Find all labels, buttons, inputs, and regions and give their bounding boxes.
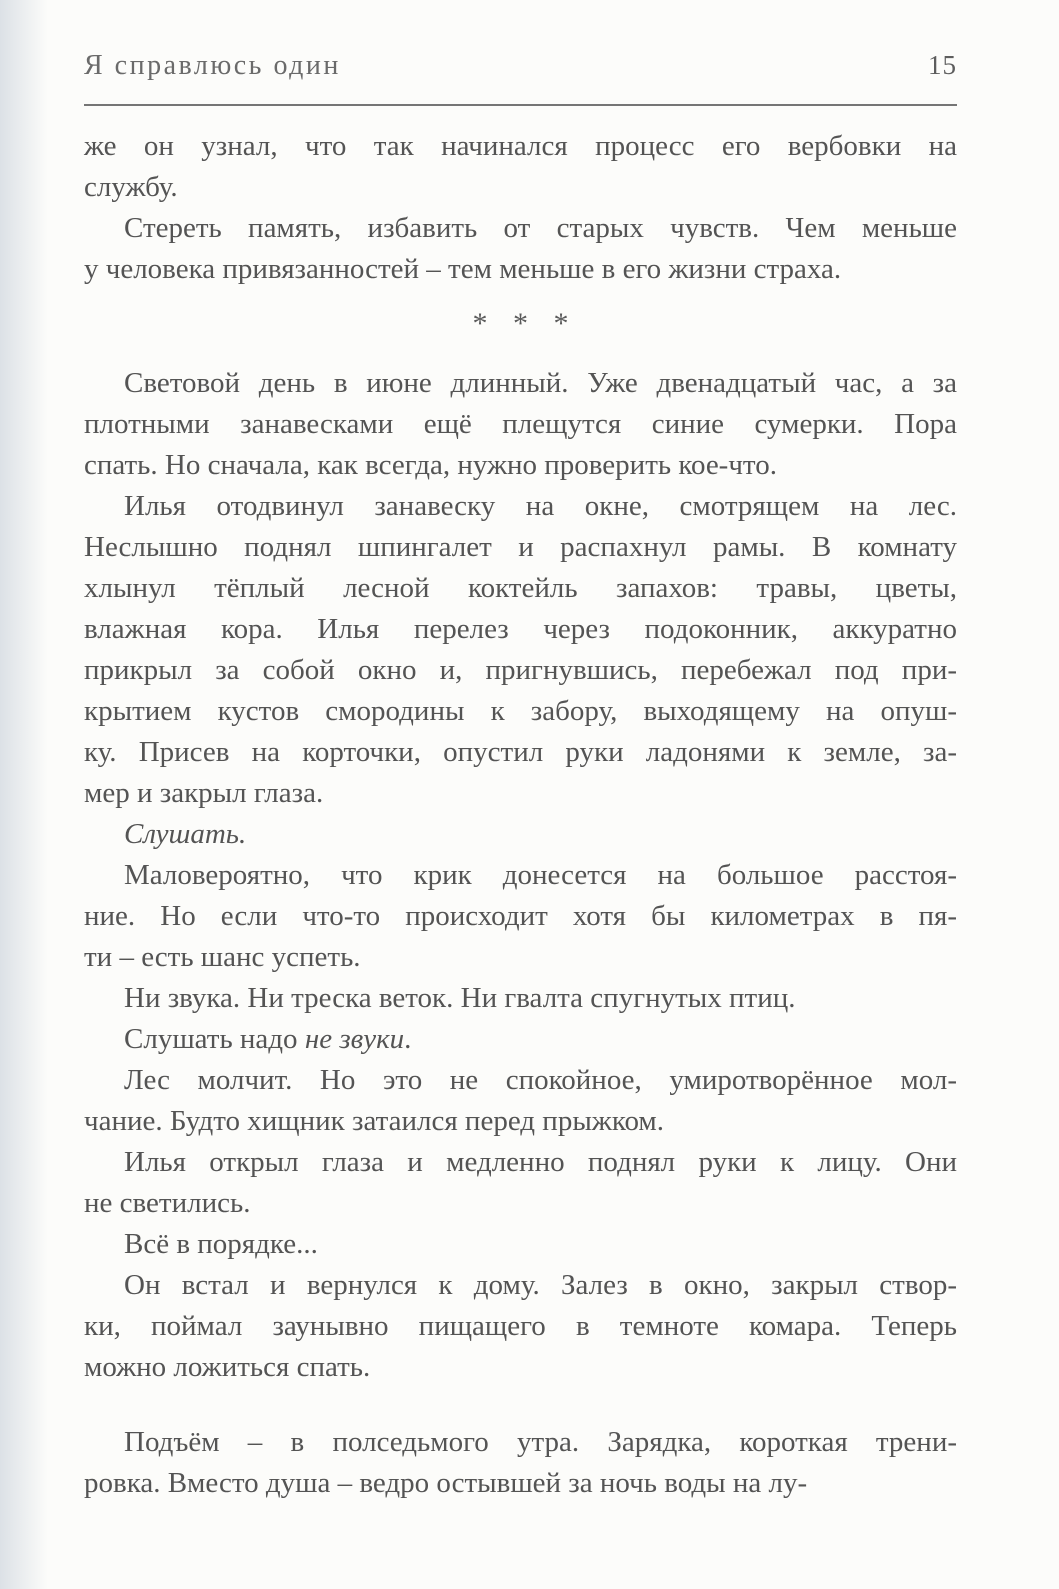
- paragraph: [84, 208, 957, 290]
- text-segment: Стереть память, избавить от старых чувств. Чем меньше: [124, 212, 957, 244]
- text-line: [84, 691, 957, 732]
- italic-text: Слушать.: [124, 818, 247, 850]
- text-line: [84, 568, 957, 609]
- paragraph: [84, 486, 957, 814]
- text-line: [84, 1101, 957, 1142]
- text-line: [84, 855, 957, 896]
- text-line: [84, 896, 957, 937]
- text-segment: ку. Присев на корточки, опустил руки ладонями к земле, за-: [84, 736, 957, 768]
- text-segment: Лес молчит. Но это не спокойное, умиротворённое мол-: [124, 1064, 957, 1096]
- text-segment: плотными занавесками ещё плещутся синие сумерки. Пора: [84, 408, 957, 440]
- text-line: [84, 404, 957, 445]
- text-segment: хлынул тёплый лесной коктейль запахов: травы, цветы,: [84, 572, 957, 604]
- text-segment: .: [404, 1023, 412, 1055]
- text-line: [84, 1347, 957, 1388]
- header-rule: [84, 104, 957, 106]
- page-header: [84, 50, 957, 82]
- text-segment: влажная кора. Илья перелез через подоконник, аккуратно: [84, 613, 957, 645]
- text-segment: Неслышно поднял шпингалет и распахнул рамы. В комнату: [84, 531, 957, 563]
- text-segment: у человека привязанностей – тем меньше в его жизни страха.: [84, 253, 842, 285]
- text-segment: службу.: [84, 171, 178, 203]
- paragraph: [84, 1422, 957, 1504]
- text-line: [84, 1060, 957, 1101]
- text-segment: ки, поймал заунывно пищащего в темноте комара. Теперь: [84, 1310, 957, 1342]
- text-segment: Слушать надо: [124, 1023, 305, 1055]
- paragraph: [84, 363, 957, 486]
- text-segment: ние. Но если что-то происходит хотя бы километрах в пя-: [84, 900, 957, 932]
- section-separator: * * *: [472, 307, 569, 340]
- paragraph: [84, 855, 957, 978]
- page-left-edge-shadow: [0, 0, 48, 1589]
- text-line: [84, 1422, 957, 1463]
- text-line: [84, 814, 957, 855]
- text-line: [84, 1306, 957, 1347]
- text-line: [84, 363, 957, 404]
- text-line: [84, 1019, 957, 1060]
- text-segment: Илья открыл глаза и медленно поднял руки к лицу. Они: [124, 1146, 957, 1178]
- text-segment: спать. Но сначала, как всегда, нужно проверить кое-что.: [84, 449, 777, 481]
- text-segment: можно ложиться спать.: [84, 1351, 371, 1383]
- text-segment: Всё в порядке...: [124, 1228, 318, 1260]
- text-line: [84, 937, 957, 978]
- text-line: [84, 773, 957, 814]
- paragraph: [84, 126, 957, 208]
- text-segment: Подъём – в полседьмого утра. Зарядка, короткая трени-: [124, 1426, 957, 1458]
- text-line: [84, 126, 957, 167]
- paragraph: [84, 978, 957, 1019]
- text-line: [84, 527, 957, 568]
- text-line: [84, 1183, 957, 1224]
- text-line: [84, 208, 957, 249]
- text-line: [84, 1224, 957, 1265]
- text-line: [84, 167, 957, 208]
- text-line: [84, 445, 957, 486]
- paragraph: [84, 814, 957, 855]
- running-title: Я справлюсь один: [84, 50, 341, 81]
- text-line: [84, 249, 957, 290]
- text-segment: ровка. Вместо душа – ведро остывшей за ночь воды на лу-: [84, 1467, 808, 1499]
- paragraph: [84, 1142, 957, 1224]
- text-segment: Маловероятно, что крик донесется на большое расстоя-: [124, 859, 957, 891]
- italic-text: не звуки: [304, 1023, 405, 1055]
- text-segment: не светились.: [84, 1187, 251, 1219]
- page-body: [84, 126, 957, 1504]
- paragraph: [84, 1060, 957, 1142]
- text-segment: чание. Будто хищник затаился перед прыжком.: [84, 1105, 665, 1137]
- text-line: [84, 732, 957, 773]
- text-segment: мер и закрыл глаза.: [84, 777, 324, 809]
- text-segment: Световой день в июне длинный. Уже двенадцатый час, а за: [124, 367, 957, 399]
- text-line: [84, 609, 957, 650]
- paragraph: [84, 1019, 957, 1060]
- page-number: 15: [928, 50, 957, 80]
- paragraph: [84, 1224, 957, 1265]
- text-segment: Илья отодвинул занавеску на окне, смотрящем на лес.: [124, 490, 957, 522]
- text-segment: Ни звука. Ни треска веток. Ни гвалта спугнутых птиц.: [124, 982, 796, 1014]
- text-line: [84, 486, 957, 527]
- text-segment: ти – есть шанс успеть.: [84, 941, 361, 973]
- text-line: [84, 1142, 957, 1183]
- text-line: [84, 1265, 957, 1306]
- text-line: [84, 978, 957, 1019]
- text-line: [84, 650, 957, 691]
- text-line: [84, 1463, 957, 1504]
- text-segment: крытием кустов смородины к забору, выходящему на опуш-: [84, 695, 957, 727]
- text-segment: же он узнал, что так начинался процесс его вербовки на: [84, 130, 957, 162]
- text-segment: прикрыл за собой окно и, пригнувшись, перебежал под при-: [84, 654, 957, 686]
- text-segment: Он встал и вернулся к дому. Залез в окно, закрыл створ-: [124, 1269, 957, 1301]
- paragraph: [84, 1265, 957, 1388]
